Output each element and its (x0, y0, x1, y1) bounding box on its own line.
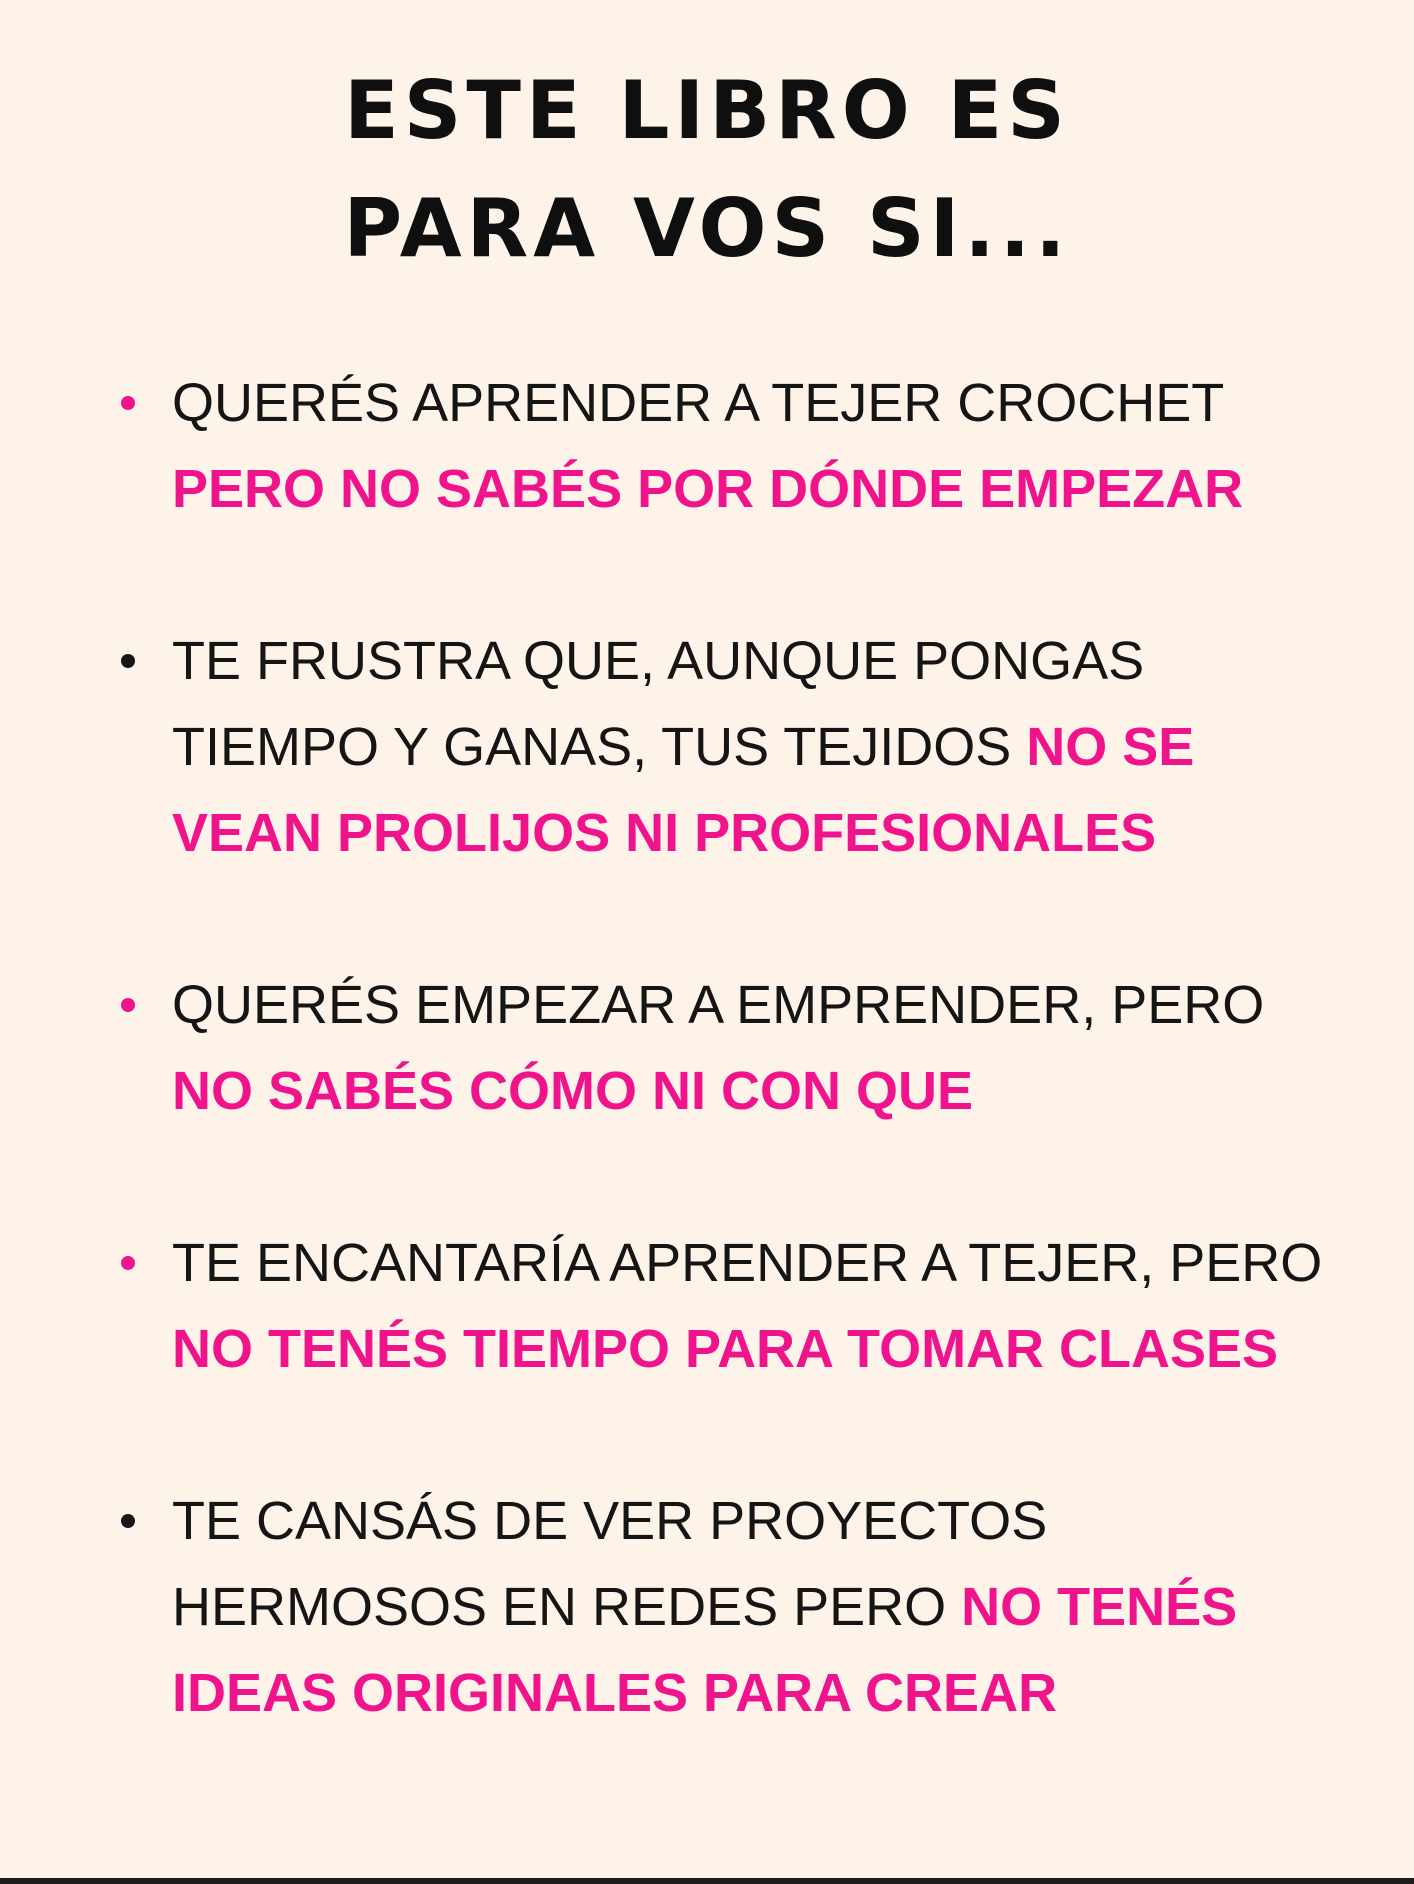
bottom-divider (0, 1878, 1414, 1884)
title-line-2: PARA VOS SI... (343, 182, 1071, 275)
bullet-dot-icon (121, 1514, 135, 1528)
bullet-dot-icon (121, 396, 135, 410)
list-item (112, 360, 1342, 532)
list-item (112, 618, 1342, 876)
bullet-dot-icon (121, 998, 135, 1012)
bullet-dot-icon (121, 654, 135, 668)
item-text: TE CANSÁS DE VER PROYECTOS HERMOSOS EN REDES PERO (172, 1491, 1048, 1637)
item-highlight: NO TENÉS TIEMPO PARA TOMAR CLASES (172, 1319, 1279, 1379)
item-text: QUERÉS APRENDER A TEJER CROCHET (172, 373, 1224, 433)
list-item (112, 1478, 1342, 1736)
list-item (112, 962, 1342, 1134)
item-highlight: NO TENÉS IDEAS ORIGINALES PARA CREAR (172, 1577, 1238, 1723)
reasons-list (112, 360, 1342, 1736)
bullet-dot-icon (121, 1256, 135, 1270)
item-highlight: NO SE VEAN PROLIJOS NI PROFESIONALES (172, 717, 1195, 863)
item-text: TE ENCANTARÍA APRENDER A TEJER, PERO (172, 1233, 1323, 1293)
item-text: TE FRUSTRA QUE, AUNQUE PONGAS TIEMPO Y GANAS, TUS TEJIDOS (172, 631, 1145, 777)
list-item (112, 1220, 1342, 1392)
item-text: QUERÉS EMPEZAR A EMPRENDER, PERO (172, 975, 1265, 1035)
page-title (0, 52, 1414, 288)
item-highlight: PERO NO SABÉS POR DÓNDE EMPEZAR (172, 459, 1244, 519)
title-line-1: ESTE LIBRO ES (344, 64, 1070, 157)
item-highlight: NO SABÉS CÓMO NI CON QUE (172, 1061, 974, 1121)
